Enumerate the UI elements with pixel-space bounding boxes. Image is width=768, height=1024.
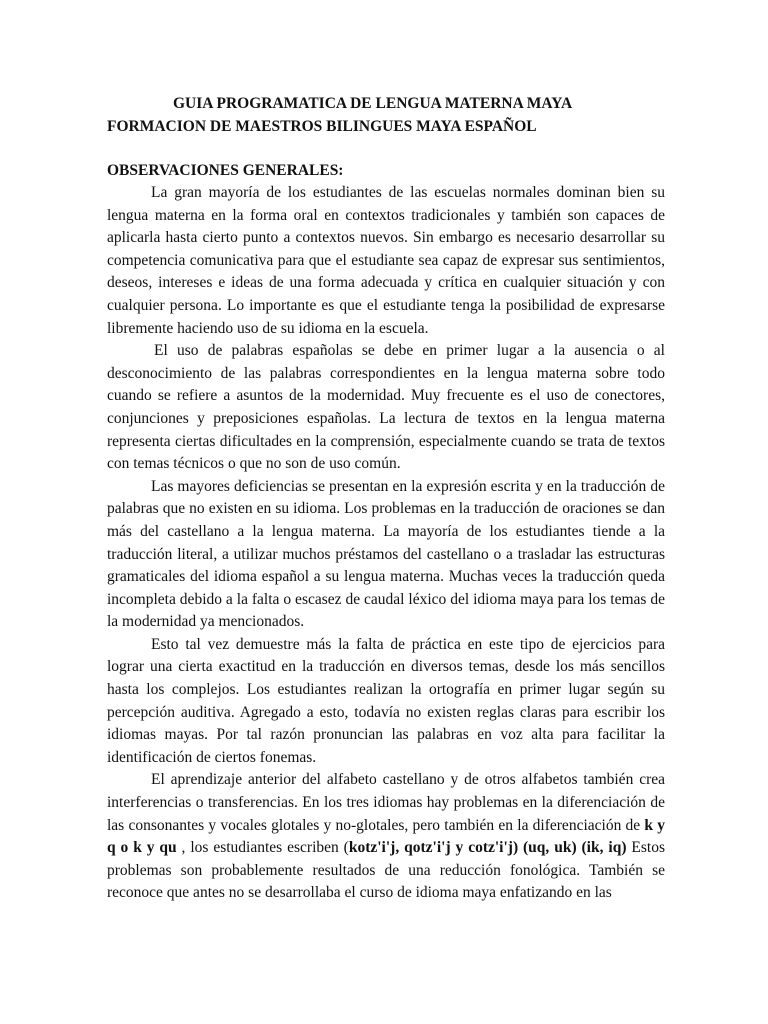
- paragraph-5-text-c: Estos problemas son probablemente resultados de una reducción fonológica. También se reconoce que antes no se desarrollaba el curso de idioma maya enfatizando en las: [107, 839, 666, 902]
- paragraph-1: La gran mayoría de los estudiantes de las escuelas normales dominan bien su lengua materna en la forma oral en contextos tradicionales y también son capaces de aplicarla hasta cierto punto a contextos nuevos. Sin embargo es necesario desarrollar su competencia comunicativa para que el estudiante sea capaz de expresar sus sentimientos, deseos, intereses e ideas de una forma adecuada y crítica en cualquier situación y con cualquier persona. Lo importante es que el estudiante tenga la posibilidad de expresarse libremente haciendo uso de su idioma en la escuela.: [107, 184, 665, 337]
- document-title-line-1: GUIA PROGRAMATICA DE LENGUA MATERNA MAYA: [173, 95, 573, 112]
- paragraph-5: [107, 769, 665, 905]
- section-heading: OBSERVACIONES GENERALES:: [107, 162, 344, 179]
- document-body: [107, 182, 665, 905]
- paragraph-5-bold-examples: kotz'i'j, qotz'i'j y cotz'i'j) (uq, uk) (ik, iq): [348, 839, 627, 857]
- document-title-line-2: FORMACION DE MAESTROS BILINGUES MAYA ESPAÑOL: [107, 118, 537, 135]
- paragraph-2: El uso de palabras españolas se debe en primer lugar a la ausencia o al desconocimiento de las palabras correspondientes en la lengua materna sobre todo cuando se refiere a asuntos de la modernidad. Muy frecuente es el uso de conectores, conjunciones y preposiciones españolas. La lectura de textos en la lengua materna representa ciertas dificultades en la comprensión, especialmente cuando se trata de textos con temas técnicos o que no son de uso común.: [107, 342, 665, 473]
- paragraph-5-bold-letters: k y q o k y qu: [107, 816, 666, 857]
- paragraph-5-text-a: El aprendizaje anterior del alfabeto castellano y de otros alfabetos también crea interferencias o transferencias. En los tres idiomas hay problemas en la diferenciación de las consonantes y vocales glotales y no-glotales, pero también en la diferenciación de: [107, 771, 665, 834]
- paragraph-3: Las mayores deficiencias se presentan en la expresión escrita y en la traducción de palabras que no existen en su idioma. Los problemas en la traducción de oraciones se dan más del castellano a la lengua materna. La mayoría de los estudiantes tiende a la traducción literal, a utilizar muchos préstamos del castellano o a trasladar las estructuras gramaticales del idioma español a su lengua materna. Muchas veces la traducción queda incompleta debido a la falta o escasez de caudal léxico del idioma maya para los temas de la modernidad ya mencionados.: [107, 477, 665, 631]
- paragraph-5-text-b: , los estudiantes escriben (: [176, 839, 349, 857]
- paragraph-4: Esto tal vez demuestre más la falta de práctica en este tipo de ejercicios para lograr una cierta exactitud en la traducción en diversos temas, desde los más sencillos hasta los complejos. Los estudiantes realizan la ortografía en primer lugar según su percepción auditiva. Agregado a esto, todavía no existen reglas claras para escribir los idiomas mayas. Por tal razón pronuncian las palabras en voz alta para facilitar la identificación de ciertos fonemas.: [107, 635, 665, 766]
